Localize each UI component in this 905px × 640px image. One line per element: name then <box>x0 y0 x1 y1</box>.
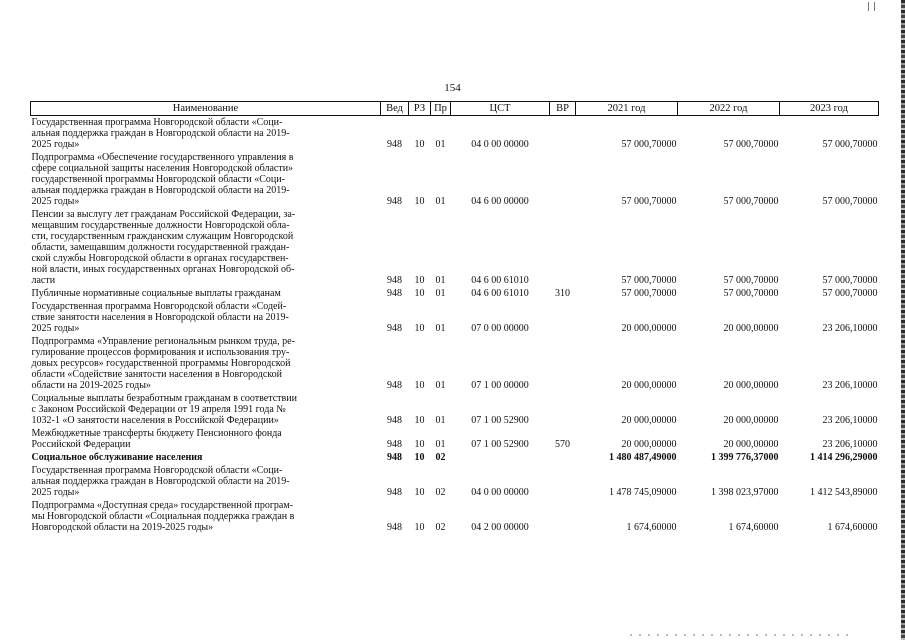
table-row <box>31 152 879 209</box>
table-row <box>31 465 879 500</box>
row-amount-2022: 20 000,00000 <box>723 380 779 391</box>
row-ved: 948 <box>387 196 402 207</box>
table-body <box>31 116 879 536</box>
column-header-pr: Пр <box>431 102 451 116</box>
row-amount-2023: 57 000,70000 <box>822 275 878 286</box>
row-amount-2021: 57 000,70000 <box>621 139 677 150</box>
row-name: Подпрограмма «Доступная среда» государственной програм- мы Новгородской области «Социальная поддержка граждан в Новгородской области на 2019-2025 годы» <box>31 500 295 533</box>
row-ved: 948 <box>387 522 402 533</box>
row-pr: 01 <box>435 139 446 150</box>
row-amount-2023: 57 000,70000 <box>822 196 878 207</box>
row-cst: 04 6 00 61010 <box>471 288 529 299</box>
row-amount-2023: 1 414 296,29000 <box>810 452 878 463</box>
row-name: Публичные нормативные социальные выплаты гражданам <box>31 288 281 299</box>
row-cst: 04 2 00 00000 <box>471 522 529 533</box>
row-amount-2023: 1 412 543,89000 <box>810 487 878 498</box>
row-rz: 10 <box>414 275 425 286</box>
row-amount-2022: 20 000,00000 <box>723 323 779 334</box>
row-pr: 02 <box>435 522 446 533</box>
row-rz: 10 <box>414 323 425 334</box>
row-pr: 01 <box>435 275 446 286</box>
row-pr: 01 <box>435 415 446 426</box>
row-amount-2022: 1 399 776,37000 <box>711 452 779 463</box>
column-header-vr: ВР <box>550 102 576 116</box>
row-rz: 10 <box>414 452 425 463</box>
row-amount-2022: 1 398 023,97000 <box>711 487 779 498</box>
column-header-2021: 2021 год <box>576 102 678 116</box>
row-vr <box>550 116 576 153</box>
row-amount-2021: 20 000,00000 <box>621 323 677 334</box>
budget-table <box>30 101 879 535</box>
row-pr: 01 <box>435 288 446 299</box>
row-amount-2021: 57 000,70000 <box>621 288 677 299</box>
row-amount-2022: 57 000,70000 <box>723 196 779 207</box>
row-rz: 10 <box>414 522 425 533</box>
row-ved: 948 <box>387 452 402 463</box>
row-amount-2021: 20 000,00000 <box>621 415 677 426</box>
table-row <box>31 209 879 288</box>
row-name: Подпрограмма «Обеспечение государственного управления в сфере социальной защиты населения Новгородской области» государственной программы Новгородской области «Соци- альная поддержка граждан в Новгородской области на 2019- 2025 годы» <box>31 152 294 207</box>
row-amount-2023: 23 206,10000 <box>822 415 878 426</box>
table-row <box>31 428 879 452</box>
scan-edge-shadow <box>901 0 905 640</box>
row-amount-2021: 20 000,00000 <box>621 380 677 391</box>
row-rz: 10 <box>414 288 425 299</box>
row-cst: 04 0 00 00000 <box>471 487 529 498</box>
row-pr: 01 <box>435 323 446 334</box>
row-ved: 948 <box>387 380 402 391</box>
row-amount-2022: 57 000,70000 <box>723 288 779 299</box>
table-header <box>31 102 879 116</box>
row-vr: 310 <box>555 288 570 299</box>
scan-noise <box>630 634 850 636</box>
row-rz: 10 <box>414 196 425 207</box>
row-vr <box>550 301 576 336</box>
row-pr: 01 <box>435 439 446 450</box>
column-header-rz: РЗ <box>409 102 431 116</box>
row-ved: 948 <box>387 439 402 450</box>
row-cst: 04 6 00 00000 <box>471 196 529 207</box>
row-vr <box>550 209 576 288</box>
row-name: Государственная программа Новгородской области «Содей- ствие занятости населения в Новгородской области на 2019- 2025 годы» <box>31 301 289 334</box>
row-cst <box>451 452 550 465</box>
row-vr <box>550 336 576 393</box>
row-amount-2021: 1 478 745,09000 <box>609 487 677 498</box>
table-row <box>31 301 879 336</box>
page-number: 154 <box>444 82 461 94</box>
row-cst: 07 1 00 52900 <box>471 415 529 426</box>
row-rz: 10 <box>414 439 425 450</box>
row-cst: 07 0 00 00000 <box>471 323 529 334</box>
row-cst: 04 0 00 00000 <box>471 139 529 150</box>
row-amount-2021: 57 000,70000 <box>621 196 677 207</box>
row-name: Социальные выплаты безработным гражданам в соответствии с Законом Российской Федерации от 19 апреля 1991 года № 1032-1 «О занятости населения в Российской Федерации» <box>31 393 297 426</box>
row-cst: 07 1 00 52900 <box>471 439 529 450</box>
scan-edge-mark <box>868 2 875 11</box>
row-amount-2023: 23 206,10000 <box>822 439 878 450</box>
row-name: Государственная программа Новгородской области «Соци- альная поддержка граждан в Новгородской области на 2019- 2025 годы» <box>31 117 290 150</box>
row-amount-2023: 23 206,10000 <box>822 323 878 334</box>
row-amount-2023: 57 000,70000 <box>822 139 878 150</box>
row-ved: 948 <box>387 487 402 498</box>
row-vr <box>550 393 576 428</box>
row-pr: 02 <box>435 452 446 463</box>
row-pr: 02 <box>435 487 446 498</box>
row-vr <box>550 452 576 465</box>
row-vr <box>550 152 576 209</box>
row-amount-2022: 20 000,00000 <box>723 439 779 450</box>
row-ved: 948 <box>387 415 402 426</box>
row-amount-2021: 20 000,00000 <box>621 439 677 450</box>
row-amount-2022: 57 000,70000 <box>723 139 779 150</box>
row-pr: 01 <box>435 380 446 391</box>
row-vr: 570 <box>555 439 570 450</box>
column-header-name: Наименование <box>31 102 381 116</box>
column-header-2023: 2023 год <box>780 102 879 116</box>
column-header-2022: 2022 год <box>678 102 780 116</box>
row-amount-2021: 1 674,60000 <box>626 522 677 533</box>
row-amount-2022: 57 000,70000 <box>723 275 779 286</box>
column-header-cst: ЦСТ <box>451 102 550 116</box>
row-amount-2022: 20 000,00000 <box>723 415 779 426</box>
row-ved: 948 <box>387 139 402 150</box>
table-row <box>31 452 879 465</box>
row-cst: 04 6 00 61010 <box>471 275 529 286</box>
row-name: Социальное обслуживание населения <box>31 452 203 463</box>
row-name: Государственная программа Новгородской области «Соци- альная поддержка граждан в Новгородской области на 2019- 2025 годы» <box>31 465 290 498</box>
row-name: Пенсии за выслугу лет гражданам Российской Федерации, за- мещавшим государственные должности Новгородской обла- сти, государственным гражданским служащим Новгородской области, замещавшим должности государственной граждан- ской службы Новгородской области в органах государствен- ной власти, иных государственных органах Новгородской об- ласти <box>31 209 296 286</box>
table-row <box>31 116 879 153</box>
row-amount-2023: 23 206,10000 <box>822 380 878 391</box>
column-header-ved: Вед <box>381 102 409 116</box>
table-row <box>31 393 879 428</box>
row-name: Межбюджетные трансферты бюджету Пенсионного фонда Российской Федерации <box>31 428 282 450</box>
row-amount-2022: 1 674,60000 <box>728 522 779 533</box>
row-cst: 07 1 00 00000 <box>471 380 529 391</box>
row-amount-2023: 1 674,60000 <box>827 522 878 533</box>
table-row <box>31 336 879 393</box>
row-amount-2023: 57 000,70000 <box>822 288 878 299</box>
row-name: Подпрограмма «Управление региональным рынком труда, ре- гулирование процессов формирования и использования тру- довых ресурсов» государственной программы Новгородской области «Содействие занятости населения в Новгородской области на 2019-2025 годы» <box>31 336 295 391</box>
row-pr: 01 <box>435 196 446 207</box>
row-rz: 10 <box>414 415 425 426</box>
row-vr <box>550 500 576 535</box>
row-rz: 10 <box>414 139 425 150</box>
row-rz: 10 <box>414 487 425 498</box>
row-ved: 948 <box>387 275 402 286</box>
table-row <box>31 288 879 301</box>
row-amount-2021: 1 480 487,49000 <box>609 452 677 463</box>
row-ved: 948 <box>387 288 402 299</box>
row-rz: 10 <box>414 380 425 391</box>
row-ved: 948 <box>387 323 402 334</box>
table-row <box>31 500 879 535</box>
row-amount-2021: 57 000,70000 <box>621 275 677 286</box>
row-vr <box>550 465 576 500</box>
